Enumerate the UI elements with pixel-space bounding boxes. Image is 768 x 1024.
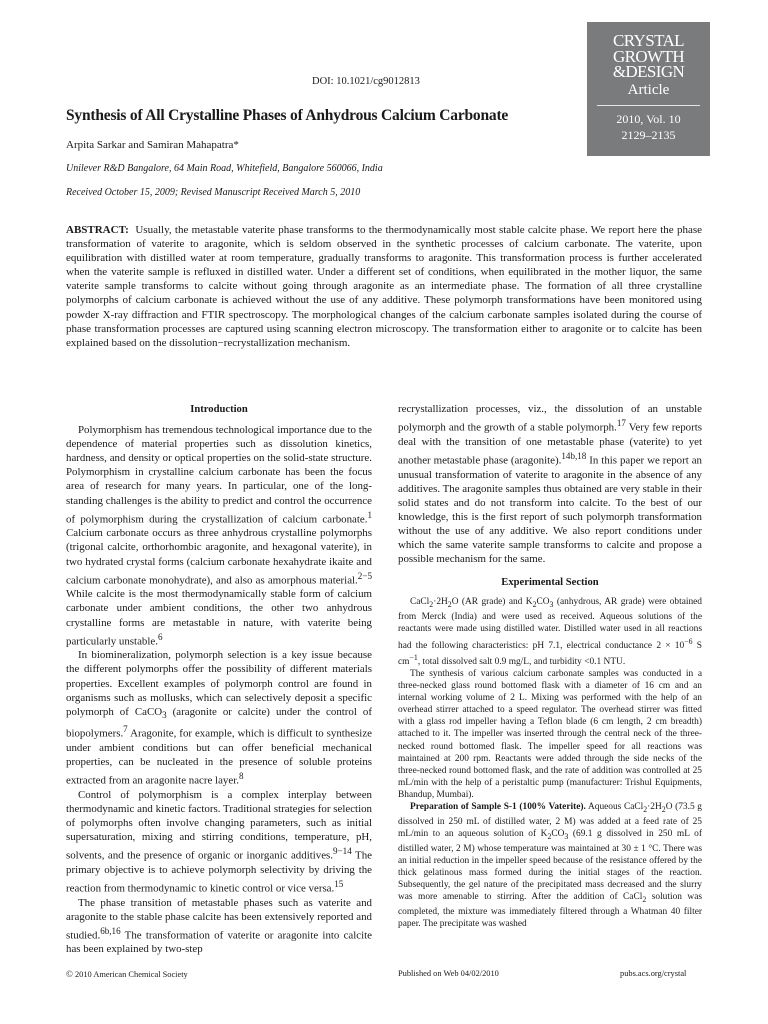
intro-continued: recrystallization processes, viz., the dissolution of an unstable polymorph and the growth of a stable polymorph.$^{17}$ Very few reports deal with the transition of one metastable phase (vaterite) to yet another metastable phase (aragonite).$^{14b,18}$ In this paper we report an unusual transformation of vaterite to aragonite in the absence of any additives. The aragonite samples thus obtained are very stable in their solid states and do not transform into calcite. To the best of our knowledge, this is the first report of such polymorph transformation without the use of any additive. We also report conditions under which the same vaterite sample transforms to calcite and propose a possible mechanism for the same. — [398, 403, 702, 566]
section-heading-experimental: Experimental Section — [501, 577, 599, 589]
abstract-label: ABSTRACT: — [66, 224, 129, 236]
received-dates: Received October 15, 2009; Revised Manuscript Received March 5, 2010 — [66, 187, 361, 198]
intro-paragraph-1: Polymorphism has tremendous technological importance due to the dependence of material properties such as dissolution kinetics, hardness, and density or optical properties on the solid-state structure. Polymorphism in crystalline calcium carbonate has been the focus area of research for many years. In particular, one of the long-standing challenges is the ability to predict and control the occurrence of polymorphism during the crystallization of calcium carbonate.$^1$ Calcium carbonate occurs as three anhydrous crystalline polymorphs (trigonal calcite, orthorhombic aragonite, and hexagonal vaterite), in two hydrated crystal forms (calcium carbonate hexahydrate ikaite and calcium carbonate monohydrate), and also as amorphous material.$^{2-5}$ While calcite is the most thermodynamically stable form of calcium carbonate under ambient conditions, the other two anhydrous crystalline forms are metastable in nature, with vaterite being particularly unstable.$^6$ — [66, 424, 372, 648]
affiliation: Unilever R&D Bangalore, 64 Main Road, Whitefield, Bangalore 560066, India — [66, 163, 383, 174]
article-title: Synthesis of All Crystalline Phases of Anhydrous Calcium Carbonate — [66, 107, 509, 124]
section-heading-introduction: Introduction — [190, 404, 248, 415]
experimental-paragraph-2: The synthesis of various calcium carbonate samples was conducted in a three-necked glass round bottomed flask with a diameter of 16 cm and an internal working volume of 2 L. Mixing was performed with the help of an overhead stirrer attached to a speed regulator. The overhead stirrer was fitted with a glass rod impeller having a Teflon blade (6 cm length, 2 cm breadth) attached to it. The impeller was inserted through the central neck of the three-necked round bottomed flask. The impeller speed for all reactions was maintained at 200 rpm. Reactants were added through the side necks of the three-necked round bottomed flask, and the rate of addition was controlled at 25 mL/min with the help of a peristaltic pump (manufacturer: Trishul Equipments, Bhandup, Mumbai). — [398, 668, 702, 800]
doi: DOI: 10.1021/cg9012813 — [312, 76, 420, 87]
intro-paragraph-2: In biomineralization, polymorph selection is a key issue because the different polymorphs offer the possibility of different materials properties. Excellent examples of polymorph control are found in organisms such as mollusks, which can selectively deposit a specific polymorph of CaCO$_3$ (aragonite or calcite) under the control of biopolymers.$^7$ Aragonite, for example, which is difficult to synthesize under ambient conditions but can offer beneficial mechanical properties, can be nucleated in the presence of soluble proteins extracted from an aragonite nacre layer.$^8$ — [66, 649, 372, 787]
footer-url[interactable]: pubs.acs.org/crystal — [620, 969, 687, 978]
journal-logo: CRYSTAL GROWTH &DESIGN — [612, 31, 685, 81]
intro-paragraph-4: The phase transition of metastable phases such as vaterite and aragonite to the stable phase calcite has been extensively reported and studied.$^{6b,16}$ The transformation of vaterite or aragonite into calcite has been explained by two-step — [66, 896, 372, 956]
footer-copyright: © 2010 American Chemical Society — [66, 969, 188, 979]
copyright-icon: © — [66, 969, 73, 979]
experimental-paragraph-3: Preparation of Sample S-1 (100% Vaterite). Aqueous $CaCl_2\cdot 2H_2O$ (73.5 g dissolved in 250 mL of distilled water, 2 M) was added at a feed rate of 25 mL/min to an aqueous solution of $K_2CO_3$ (69.1 g dissolved in 250 mL of distilled water, 2 M) whose temperature was maintained at 30 ± 1 °C. There was an initial reduction in the impeller speed because of the resistance offered by the thick gelatinous mass formed during the initial stages of the reaction. Subsequently, the gel nature of the precipitated mass decreased and the slurry was more amenable to stirring. After the addition of CaCl$_2$ solution was completed, the mixture was immediately filtered through a Whatman 40 filter paper. The precipitate was washed — [398, 802, 703, 930]
year-volume: 2010, Vol. 10 — [616, 111, 681, 126]
abstract-text: Usually, the metastable vaterite phase transforms to the thermodynamically most stable calcite phase. We report here the phase transformation of vaterite to aragonite, which is seldom observed in the synthetic processes of calcium carbonate. The vaterite, upon equilibration with distilled water at room temperature, gradually transforms to aragonite. This transformation process is further accelerated when the vaterite sample is refluxed in distilled water. Under a different set of conditions, when equilibrated in the mother liquor, the same vaterite sample transforms to calcite without going through aragonite as an intermediate phase. The formation of all three crystalline polymorphs of calcium carbonate is achieved without the use of any additive. These polymorph transformations have been monitored using powder X-ray diffraction and FTIR spectroscopy. The morphological changes of the calcium carbonate samples isolated during the course of phase transformation processes are captured using scanning electron microscopy. The transformation either to aragonite or to calcite has been explained based on the dissolution−recrystallization mechanism. — [66, 224, 703, 349]
experimental-paragraph-1: $CaCl_2\cdot 2H_2O$ (AR grade) and $K_2CO_3$ (anhydrous, AR grade) were obtained from Merck (India) and were used as received. Aqueous solutions of the reactants were made using distilled water. Distilled water used in all reactions had the following characteristics: pH 7.1, electrical conductance $2 \times 10^{-6}$ S $cm^{-1}$, total dissolved salt 0.9 mg/L, and turbidity <0.1 NTU. — [398, 597, 702, 667]
experimental-text — [398, 596, 702, 930]
article-type: Article — [627, 81, 670, 98]
right-column — [398, 402, 702, 931]
badge-divider — [597, 105, 700, 106]
page-range: 2129–2135 — [621, 127, 676, 142]
authors: Arpita Sarkar and Samiran Mahapatra* — [66, 139, 239, 151]
sample-s1-heading: Preparation of Sample S-1 (100% Vaterite). — [410, 802, 586, 812]
abstract — [66, 223, 702, 350]
footer-published: Published on Web 04/02/2010 — [398, 969, 499, 978]
left-column — [66, 403, 372, 957]
journal-badge — [587, 22, 710, 156]
intro-paragraph-3: Control of polymorphism is a complex interplay between thermodynamic and kinetic factors. Traditional strategies for selection of polymorphs often involve changing parameters, such as initial supersaturation, mixing and stirring conditions, temperature, pH, solvents, and the presence of organic or inorganic additives.$^{9-14}$ The primary objective is to achieve polymorph selectivity by driving the reaction from thermodynamic to kinetic control or vice versa.$^{15}$ — [66, 788, 372, 895]
